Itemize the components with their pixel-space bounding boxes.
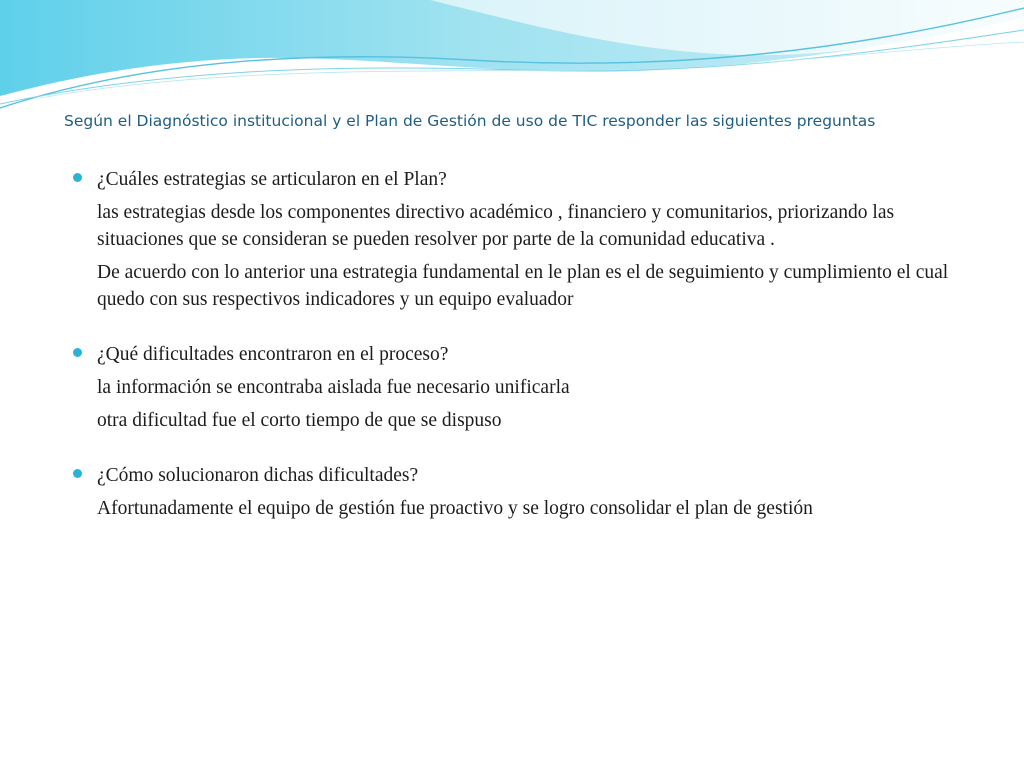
question-text: ¿Qué dificultades encontraron en el proceso? — [97, 344, 449, 365]
answer-text: otra dificultad fue el corto tiempo de que se dispuso — [97, 410, 502, 431]
list-item — [72, 341, 972, 434]
question-text: ¿Cómo solucionaron dichas dificultades? — [97, 465, 419, 486]
bullet-dot-icon — [73, 173, 82, 182]
answer-text: De acuerdo con lo anterior una estrategia fundamental en le plan es el de seguimiento y cumplimiento el cual quedo con sus respectivos indicadores y un equipo evaluador — [97, 262, 949, 310]
list-item — [72, 462, 972, 522]
question-text: ¿Cuáles estrategias se articularon en el Plan? — [97, 169, 447, 190]
answer-text: Afortunadamente el equipo de gestión fue proactivo y se logro consolidar el plan de gestión — [97, 498, 813, 519]
bullet-dot-icon — [73, 348, 82, 357]
bullet-dot-icon — [73, 469, 82, 478]
slide-title: Según el Diagnóstico institucional y el Plan de Gestión de uso de TIC responder las siguientes preguntas — [64, 112, 876, 130]
list-item — [72, 166, 972, 313]
bullet-list — [72, 166, 972, 522]
answer-text: las estrategias desde los componentes directivo académico , financiero y comunitarios, priorizando las situaciones que se consideran se pueden resolver por parte de la comunidad educativa . — [97, 202, 895, 250]
answer-text: la información se encontraba aislada fue necesario unificarla — [97, 377, 570, 398]
